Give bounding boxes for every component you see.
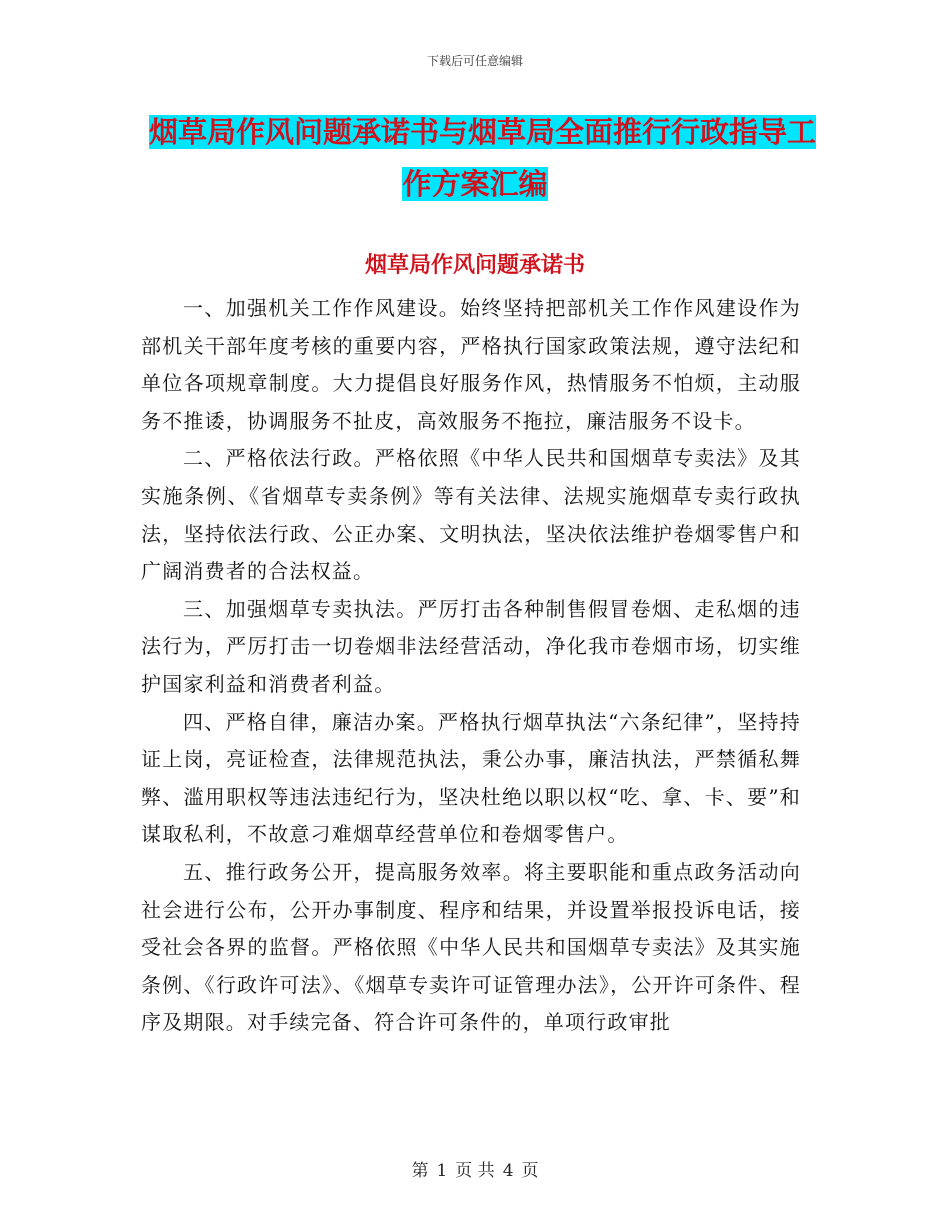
paragraph: 三、加强烟草专卖执法。严厉打击各种制售假冒卷烟、走私烟的违法行为，严厉打击一切卷烟非法经营活动，净化我市卷烟市场，切实维护国家利益和消费者利益。 — [141, 596, 801, 696]
title-line-2-text: 作方案汇编 — [402, 167, 548, 201]
section-title: 烟草局作风问题承诺书 — [364, 253, 585, 278]
document-title — [140, 106, 816, 210]
title-line-1-text: 烟草局作风问题承诺书与烟草局全面推行行政指导工 — [148, 115, 816, 149]
page-footer — [0, 1156, 950, 1181]
paragraph: 一、加强机关工作作风建设。始终坚持把部机关工作作风建设作为部机关干部年度考核的重要内容，严格执行国家政策法规，遵守法纪和单位各项规章制度。大力提倡良好服务作风，热情服务不怕烦，主动服务不推诿，协调服务不扯皮，高效服务不拖拉，廉洁服务不设卡。 — [141, 296, 801, 433]
footer-prefix: 第 — [411, 1161, 429, 1181]
document-body — [141, 290, 801, 1042]
header-note: 下载后可任意编辑 — [426, 54, 523, 68]
title-line-2 — [140, 158, 810, 210]
title-line-1 — [140, 106, 816, 158]
total-pages: 4 — [502, 1161, 514, 1181]
footer-middle: 页 共 — [455, 1161, 495, 1181]
paragraph: 五、推行政务公开，提高服务效率。将主要职能和重点政务活动向社会进行公布，公开办事制度、程序和结果，并设置举报投诉电话，接受社会各界的监督。严格依照《中华人民共和国烟草专卖法》及其实施条例、《行政许可法》、《烟草专卖许可证管理办法》，公开许可条件、程序及期限。对手续完备、符合许可条件的，单项行政审批 — [141, 859, 801, 1035]
paragraph: 二、严格依法行政。严格依照《中华人民共和国烟草专卖法》及其实施条例、《省烟草专卖条例》等有关法律、法规实施烟草专卖行政执法，坚持依法行政、公正办案、文明执法，坚决依法维护卷烟零售户和广阔消费者的合法权益。 — [141, 446, 801, 584]
page-number: 1 — [436, 1161, 448, 1181]
footer-suffix: 页 — [521, 1161, 539, 1181]
paragraph: 四、严格自律，廉洁办案。严格执行烟草执法“六条纪律”，坚持持证上岗，亮证检查，法律规范执法，秉公办事，廉洁执法，严禁循私舞弊、滥用职权等违法违纪行为，坚决杜绝以职以权“吃、拿、卡、要”和谋取私利，不故意刁难烟草经营单位和卷烟零售户。 — [141, 709, 801, 847]
